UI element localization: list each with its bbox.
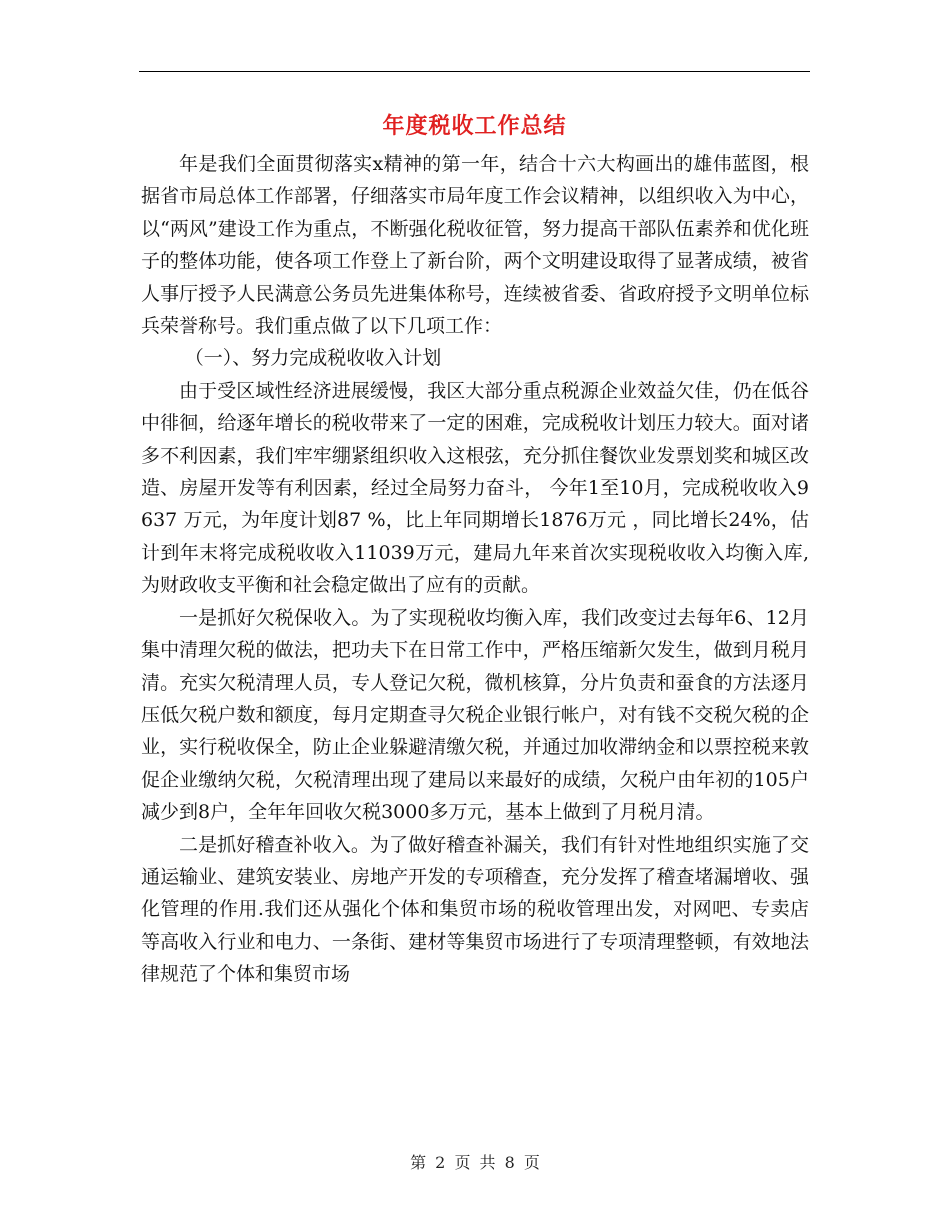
body-paragraph: 一是抓好欠税保收入。为了实现税收均衡入库，我们改变过去每年6、12月集中清理欠税的做法，把功夫下在日常工作中，严格压缩新欠发生，做到月税月清。充实欠税清理人员，专人登记欠税，微机核算，分片负责和蚕食的方法逐月压低欠税户数和额度，每月定期查寻欠税企业银行帐户，对有钱不交税欠税的企业，实行税收保全，防止企业躲避清缴欠税，并通过加收滞纳金和以票控税来敦促企业缴纳欠税，欠税清理出现了建局以来最好的成绩，欠税户由年初的105户减少到8户，全年年回收欠税3000多万元，基本上做到了月税月清。 <box>141 606 809 824</box>
header-rule <box>139 71 810 72</box>
body-paragraph: 二是抓好稽查补收入。为了做好稽查补漏关，我们有针对性地组织实施了交通运输业、建筑安装业、房地产开发的专项稽查，充分发挥了稽查堵漏增收、强化管理的作用.我们还从强化个体和集贸市场的税收管理出发，对网吧、专卖店等高收入行业和电力、一条街、建材等集贸市场进行了专项清理整顿，有效地法律规范了个体和集贸市场 <box>141 833 809 986</box>
body-paragraph: 由于受区域性经济进展缓慢，我区大部分重点税源企业效益欠佳，仍在低谷中徘徊，给逐年增长的税收带来了一定的困难，完成税收计划压力较大。面对诸多不利因素，我们牢牢绷紧组织收入这根弦，充分抓住餐饮业发票划奖和城区改造、房屋开发等有利因素，经过全局努力奋斗， 今年1至10月，完成税收收入9637 万元，为年度计划87 %，比上年同期增长1876万元 ，同比增长24%，估计到年末将完成税收收入11039万元，建局九年来首次实现税收收入均衡入库,为财政收支平衡和社会稳定做出了应有的贡献。 <box>141 379 809 597</box>
intro-paragraph: 年是我们全面贯彻落实x精神的第一年，结合十六大构画出的雄伟蓝图，根据省市局总体工作部署，仔细落实市局年度工作会议精神，以组织收入为中心，以“两风”建设工作为重点，不断强化税收征管，努力提高干部队伍素养和优化班子的整体功能，使各项工作登上了新台阶，两个文明建设取得了显著成绩，被省人事厅授予人民满意公务员先进集体称号，连续被省委、省政府授予文明单位标兵荣誉称号。我们重点做了以下几项工作： <box>141 153 809 338</box>
section-heading: （一）、努力完成税收收入计划 <box>184 347 442 370</box>
document-title: 年度税收工作总结 <box>382 113 567 139</box>
page-number-footer: 第 2 页 共 8 页 <box>410 1153 540 1172</box>
document-body <box>141 148 809 991</box>
